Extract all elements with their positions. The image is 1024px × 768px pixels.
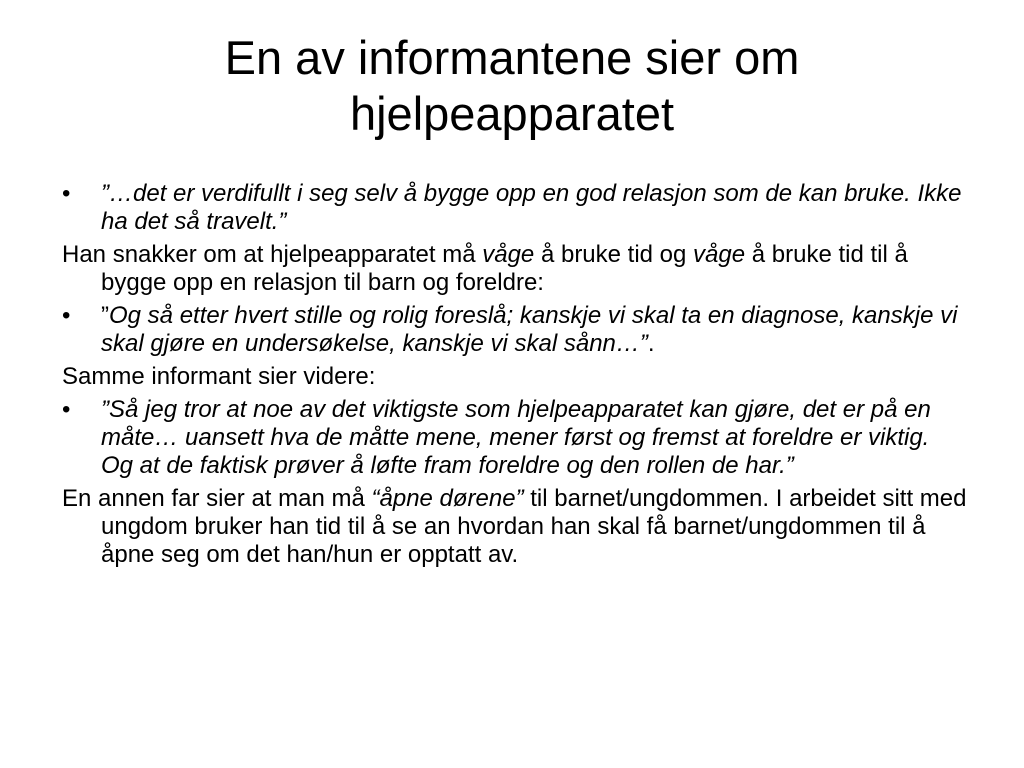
emphasis-text: “åpne dørene” [371, 485, 524, 512]
bullet-item-quote-2 [62, 302, 967, 358]
slide-body [62, 180, 967, 574]
text-run: å bruke tid og [534, 241, 694, 268]
paragraph-han-snakker [62, 241, 967, 297]
paragraph-annen-far [62, 485, 967, 569]
text-run: å bruke tid til å bygge opp en relasjon til barn og foreldre: [101, 241, 908, 296]
quote-text: ”…det er verdifullt i seg selv å bygge opp en god relasjon som de kan bruke. Ikke ha det så travelt.” [101, 180, 962, 235]
quote-text: ”Så jeg tror at noe av det viktigste som hjelpeapparatet kan gjøre, det er på en måte… uansett hva de måtte mene, mener først og fremst at foreldre er viktig. Og at de faktisk prøver å løfte fram foreldre og den rollen de har.” [101, 396, 931, 479]
text-run: En annen far sier at man må [62, 485, 372, 512]
text-run: Han snakker om at hjelpeapparatet må [62, 241, 483, 268]
bullet-icon: • [62, 180, 71, 207]
emphasis-text: våge [693, 241, 746, 268]
text-run: til barnet/ungdommen. I arbeidet sitt med ungdom bruker han tid til å se an hvordan han skal få barnet/ungdommen til å åpne seg om det han/hun er opptatt av. [101, 485, 967, 568]
slide-title: En av informantene sier om hjelpeapparatet [224, 31, 800, 140]
bullet-item-quote-1 [62, 180, 967, 236]
quote-close-punct: . [647, 330, 655, 357]
quote-text: Og så etter hvert stille og rolig foreslå; kanskje vi skal ta en diagnose, kanskje vi skal gjøre en undersøkelse, kanskje vi skal sånn…” [101, 302, 958, 357]
quote-open-mark: ” [101, 302, 109, 329]
emphasis-text: våge [482, 241, 535, 268]
bullet-item-quote-3 [62, 396, 967, 480]
bullet-icon: • [62, 302, 71, 329]
bullet-icon: • [62, 396, 71, 423]
paragraph-samme-informant: Samme informant sier videre: [62, 363, 376, 390]
